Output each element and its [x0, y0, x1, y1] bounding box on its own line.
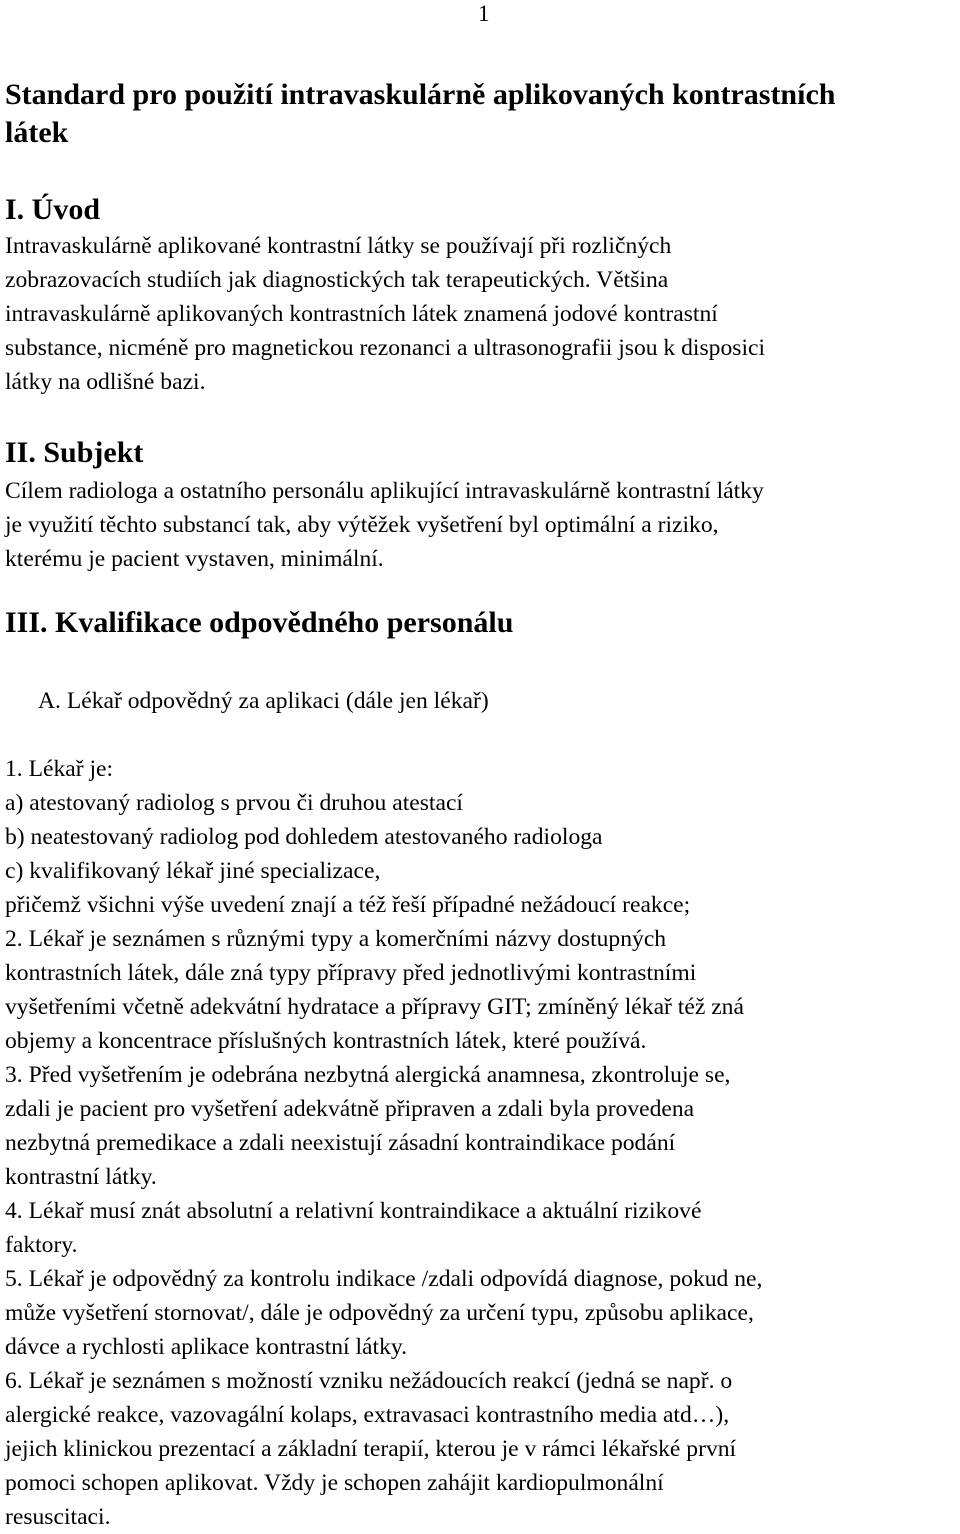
text-line: a) atestovaný radiolog s prvou či druhou atestací — [5, 790, 463, 816]
text-line: je využití těchto substancí tak, aby výtěžek vyšetření byl optimální a riziko, — [5, 512, 719, 538]
text-line: zdali je pacient pro vyšetření adekvátně připraven a zdali byla provedena — [5, 1096, 695, 1122]
text-line: resuscitaci. — [5, 1504, 111, 1530]
section-body-qualification — [5, 752, 957, 1534]
text-line: faktory. — [5, 1232, 78, 1258]
text-line: 4. Lékař musí znát absolutní a relativní kontraindikace a aktuální rizikové — [5, 1198, 702, 1224]
text-line: přičemž všichni výše uvedení znají a též řeší případné nežádoucí reakce; — [5, 892, 691, 918]
section-heading-subject: II. Subjekt — [5, 436, 144, 469]
text-line: nezbytná premedikace a zdali neexistují zásadní kontraindikace podání — [5, 1130, 676, 1156]
text-line: alergické reakce, vazovagální kolaps, extravasaci kontrastního media atd…), — [5, 1402, 730, 1428]
text-line: kterému je pacient vystaven, minimální. — [5, 546, 384, 572]
text-line: substance, nicméně pro magnetickou rezonanci a ultrasonografii jsou k disposici — [5, 335, 766, 361]
title-line: látek — [5, 116, 69, 149]
document-title — [5, 76, 955, 152]
page-number: 1 — [478, 1, 490, 26]
text-line: jejich klinickou prezentací a základní terapií, kterou je v rámci lékařské první — [5, 1436, 737, 1462]
text-line: b) neatestovaný radiolog pod dohledem atestovaného radiologa — [5, 824, 603, 850]
section-heading-qualification: III. Kvalifikace odpovědného personálu — [5, 606, 514, 639]
text-line: 3. Před vyšetřením je odebrána nezbytná alergická anamnesa, zkontroluje se, — [5, 1062, 731, 1088]
text-line: látky na odlišné bazi. — [5, 369, 206, 395]
text-line: pomoci schopen aplikovat. Vždy je schopen zahájit kardiopulmonální — [5, 1470, 664, 1496]
text-line: vyšetřeními včetně adekvátní hydratace a přípravy GIT; zmíněný lékař též zná — [5, 994, 744, 1020]
text-line: c) kvalifikovaný lékař jiné specializace, — [5, 858, 381, 884]
section-body-subject — [5, 474, 957, 576]
section-heading-intro: I. Úvod — [5, 193, 101, 226]
text-line: objemy a koncentrace příslušných kontrastních látek, které používá. — [5, 1028, 647, 1054]
text-line: intravaskulárně aplikovaných kontrastních látek znamená jodové kontrastní — [5, 301, 718, 327]
text-line: kontrastní látky. — [5, 1164, 157, 1190]
text-line: 1. Lékař je: — [5, 756, 114, 782]
section-body-intro — [5, 229, 957, 399]
text-line: 5. Lékař je odpovědný za kontrolu indikace /zdali odpovídá diagnose, pokud ne, — [5, 1266, 763, 1292]
text-line: 2. Lékař je seznámen s různými typy a komerčními názvy dostupných — [5, 926, 667, 952]
text-line: zobrazovacích studiích jak diagnostických tak terapeutických. Většina — [5, 267, 669, 293]
text-line: může vyšetření stornovat/, dále je odpovědný za určení typu, způsobu aplikace, — [5, 1300, 754, 1326]
text-line: kontrastních látek, dále zná typy přípravy před jednotlivými kontrastními — [5, 960, 697, 986]
text-line: Intravaskulárně aplikované kontrastní látky se používají při rozličných — [5, 233, 672, 259]
text-line: Cílem radiologa a ostatního personálu aplikující intravaskulárně kontrastní látky — [5, 478, 764, 504]
text-line: dávce a rychlosti aplikace kontrastní látky. — [5, 1334, 408, 1360]
text-line: 6. Lékař je seznámen s možností vzniku nežádoucích reakcí (jedná se např. o — [5, 1368, 733, 1394]
subsection-heading-physician: A. Lékař odpovědný za aplikaci (dále jen lékař) — [38, 688, 489, 714]
title-line: Standard pro použití intravaskulárně aplikovaných kontrastních — [5, 78, 836, 111]
